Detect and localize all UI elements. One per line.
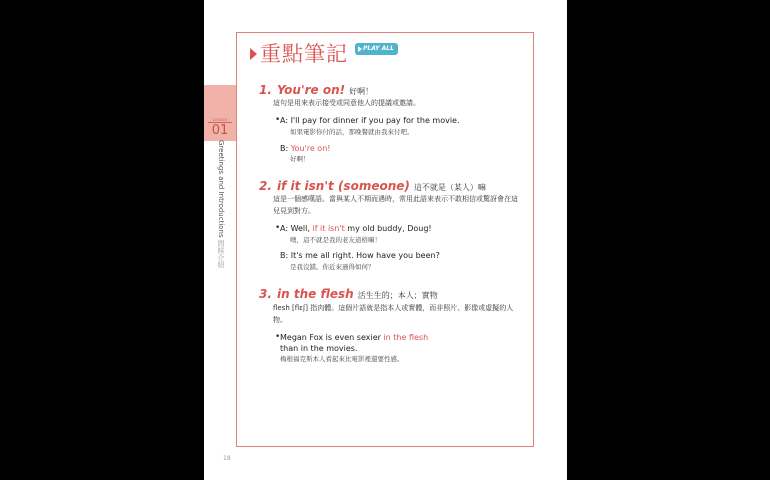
entry-1-example-b (280, 143, 330, 154)
lesson-label: Lesson (212, 117, 228, 122)
page-number: 18 (223, 455, 231, 462)
entry-number: 1. (259, 83, 272, 97)
entry-2-example-a (280, 223, 432, 234)
entry-1-description: 這句是用來表示接受或同意他人的提議或邀請。 (273, 99, 420, 107)
speaker-a-rest: my old buddy, Doug! (344, 224, 432, 233)
entry-3-example-line2: than in the movies. (280, 344, 358, 353)
speaker-a-text: A: Well, (280, 224, 313, 233)
entry-3-example-translation: 梅根福克斯本人看起來比電影裡還要性感。 (280, 355, 404, 363)
entry-term: You're on! (277, 83, 346, 97)
entry-3-example (280, 332, 428, 343)
bullet-dot: • (275, 115, 281, 125)
play-icon (358, 46, 362, 52)
entry-2-example-a-translation: 噢，這不就是我的老友道格嘛！ (290, 236, 381, 244)
entry-number: 2. (259, 179, 272, 193)
entry-1-example-b-translation: 好啊！ (290, 155, 310, 163)
chapter-title-zh: 問候介紹 (217, 239, 225, 268)
lesson-number: 01 (208, 122, 232, 138)
example-text: Megan Fox is even sexier (280, 333, 384, 342)
highlight-phrase: You're on! (290, 144, 331, 153)
chapter-title-en: Greetings and Introductions (217, 140, 225, 238)
speaker-b-label: B: (280, 144, 289, 153)
entry-2-example-b-translation: 是我沒錯。你近來過得如何？ (290, 263, 375, 271)
entry-1-example-a-translation: 如果電影你付的話，那晚餐就由我來付吧。 (290, 128, 414, 136)
entry-1-example-a: A: I'll pay for dinner if you pay for the movie. (280, 116, 460, 125)
entry-number: 3. (259, 287, 272, 301)
vertical-chapter-title (216, 140, 226, 268)
bullet-dot: • (275, 332, 281, 342)
highlight-phrase: if it isn't (312, 224, 345, 233)
entry-term: in the flesh (277, 287, 354, 301)
entry-2-example-b: B: It's me all right. How have you been? (280, 251, 440, 260)
bullet-dot: • (275, 223, 281, 233)
play-all-label: PLAY ALL (363, 45, 394, 52)
entry-2-description: 這是一個感嘆語。當與某人不期而遇時，常用此語來表示不敢相信或驚訝會在這兒見到對方。 (273, 195, 518, 215)
book-page (204, 0, 567, 480)
entry-meaning: 好啊！ (349, 87, 374, 96)
play-all-button[interactable] (355, 43, 398, 55)
entry-meaning: 活生生的；本人；實物 (357, 291, 438, 300)
entry-3-description: flesh [flɛʃ] 指肉體。這個片語就是指本人或實體，而非照片、影像或虛擬的人物。 (273, 304, 514, 324)
page-title: 重點筆記 (260, 42, 348, 66)
triangle-arrow-icon (250, 48, 257, 60)
highlight-phrase: in the flesh (383, 333, 429, 342)
entry-term: if it isn't (someone) (277, 179, 410, 193)
entry-meaning: 這不就是（某人）嘛 (413, 183, 486, 192)
